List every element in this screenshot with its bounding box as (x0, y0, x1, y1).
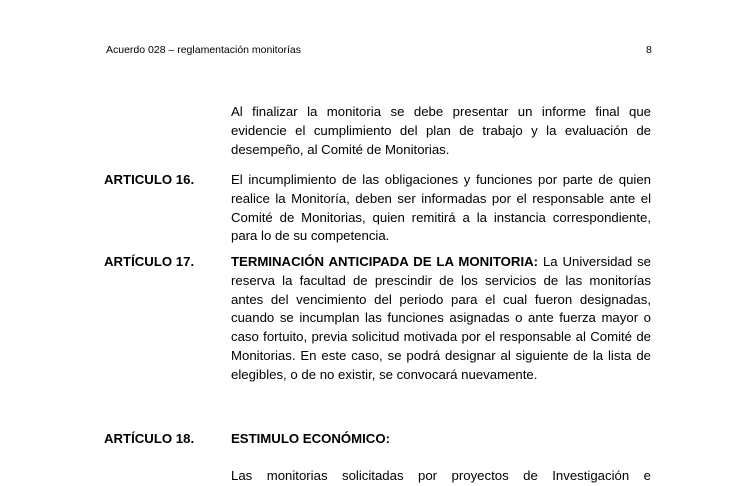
article-16-text: El incumplimiento de las obligaciones y funciones por parte de quien realice la Monitoría, deben ser informadas por el responsable ante el Comité de Monitorias, quien remitirá a la instancia correspondiente, para lo de su competencia. (231, 172, 651, 244)
article-18-heading (231, 430, 651, 449)
article-17-text: La Universidad se reserva la facultad de prescindir de los servicios de las monitorías antes del vencimiento del periodo para el cual fueron designadas, cuando se incumplan las funciones asignadas o ante fuerza mayor o caso fortuito, previa solicitud motivada por el responsable al Comité de Monitorias. En este caso, se podrá designar al siguiente de la lista de elegibles, o de no existir, se convocará nuevamente. (231, 254, 651, 382)
article-17-title: TERMINACIÓN ANTICIPADA DE LA MONITORIA: (231, 254, 539, 269)
article-18-paragraph (231, 430, 651, 449)
article-16-label: ARTICULO 16. (104, 172, 195, 187)
paragraph-text: Al finalizar la monitoria se debe presentar un informe final que evidencie el cumplimiento del plan de trabajo y la evaluación de desempeño, al Comité de Monitorias. (231, 104, 651, 157)
intro-paragraph (231, 103, 651, 159)
article-18-label: ARTÍCULO 18. (104, 431, 195, 446)
article-17-label: ARTÍCULO 17. (104, 254, 195, 269)
page-number: 8 (646, 44, 652, 56)
article-17-paragraph (231, 253, 651, 385)
trailing-paragraph-text: Las monitorias solicitadas por proyectos de Investigación e (231, 468, 651, 483)
article-17-body (231, 253, 651, 385)
article-18-title: ESTIMULO ECONÓMICO: (231, 431, 390, 446)
running-header: Acuerdo 028 – reglamentación monitorías (106, 44, 301, 56)
trailing-paragraph (231, 467, 651, 486)
article-16-body (231, 171, 651, 246)
